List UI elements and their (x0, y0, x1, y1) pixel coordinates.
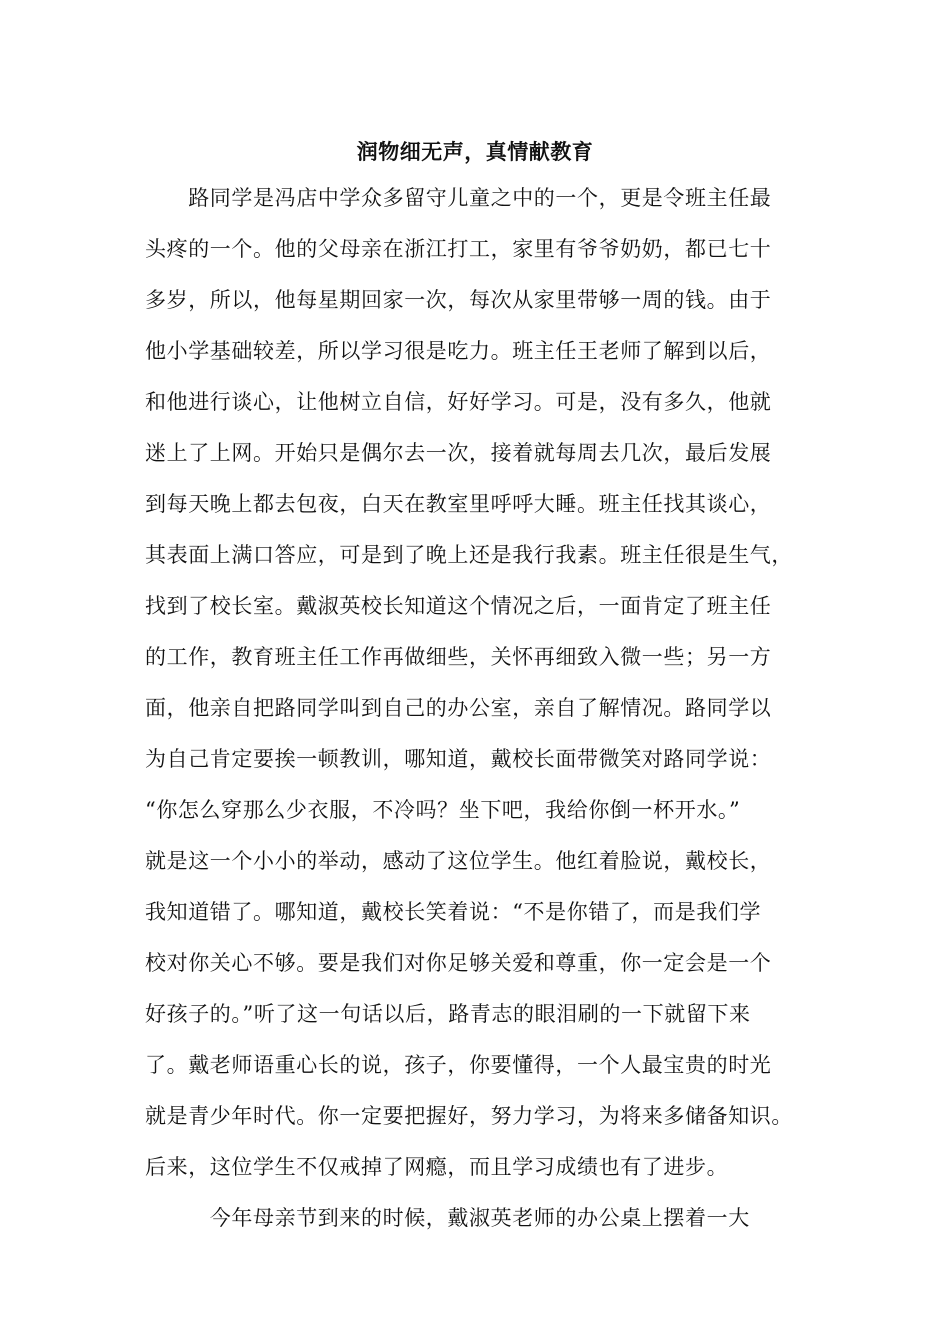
text-line: 好孩子的。”听了这一句话以后，路青志的眼泪刷的一下就留下来 (145, 1002, 751, 1026)
text-line: 多岁，所以，他每星期回家一次，每次从家里带够一周的钱。由于 (145, 288, 772, 312)
text-line: 路同学是冯店中学众多留守儿童之中的一个，更是令班主任最 (145, 186, 772, 210)
text-line: 我知道错了。哪知道，戴校长笑着说：“不是你错了，而是我们学 (145, 900, 762, 924)
text-line: 就是青少年时代。你一定要把握好，努力学习，为将来多储备知识。 (145, 1104, 793, 1128)
text-line: 到每天晚上都去包夜，白天在教室里呼呼大睡。班主任找其谈心， (145, 492, 772, 516)
text-line: 校对你关心不够。要是我们对你足够关爱和尊重，你一定会是一个 (145, 951, 772, 975)
text-line: 和他进行谈心，让他树立自信，好好学习。可是，没有多久，他就 (145, 390, 772, 414)
text-line: 迷上了上网。开始只是偶尔去一次，接着就每周去几次，最后发展 (145, 441, 772, 465)
text-line: 的工作，教育班主任工作再做细些，关怀再细致入微一些；另一方 (145, 645, 772, 669)
text-line: 找到了校长室。戴淑英校长知道这个情况之后，一面肯定了班主任 (145, 594, 772, 618)
document-title: 润物细无声，真情献教育 (356, 140, 594, 164)
text-line: 他小学基础较差，所以学习很是吃力。班主任王老师了解到以后， (145, 339, 772, 363)
text-line: 今年母亲节到来的时候，戴淑英老师的办公桌上摆着一大 (145, 1206, 750, 1230)
text-line: 其表面上满口答应，可是到了晚上还是我行我素。班主任很是生气， (145, 543, 793, 567)
text-line: 面，他亲自把路同学叫到自己的办公室，亲自了解情况。路同学以 (145, 696, 772, 720)
text-line: 头疼的一个。他的父母亲在浙江打工，家里有爷爷奶奶，都已七十 (145, 237, 772, 261)
text-line: 后来，这位学生不仅戒掉了网瘾，而且学习成绩也有了进步。 (145, 1155, 729, 1179)
text-line: 为自己肯定要挨一顿教训，哪知道，戴校长面带微笑对路同学说： (145, 747, 772, 771)
text-line: 了。戴老师语重心长的说，孩子，你要懂得，一个人最宝贵的时光 (145, 1053, 772, 1077)
text-line: 就是这一个小小的举动，感动了这位学生。他红着脸说，戴校长， (145, 849, 772, 873)
text-line: “你怎么穿那么少衣服，不冷吗？坐下吧，我给你倒一杯开水。” (145, 798, 741, 822)
